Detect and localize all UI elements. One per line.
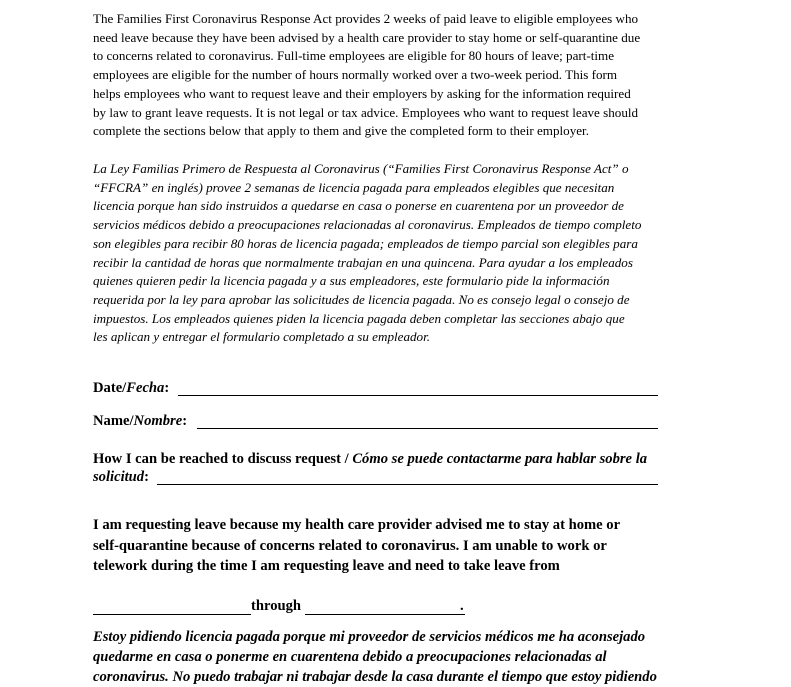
text-line: requerida por la ley para aprobar las solicitudes de licencia pagada. No es consejo legal o consejo de — [93, 291, 630, 307]
request-statement-english — [93, 515, 713, 577]
text-line: coronavirus. No puedo trabajar ni trabajar desde la casa durante el tiempo que estoy pidiendo — [93, 669, 657, 685]
period: . — [460, 598, 464, 614]
text-line: recibir la cantidad de horas que normalmente trabajan en una quincena. Para ayudar a los empleados — [93, 254, 633, 270]
name-blank-line[interactable] — [197, 428, 658, 429]
colon: : — [144, 469, 149, 485]
text-line: The Families First Coronavirus Response Act provides 2 weeks of paid leave to eligible employees who — [93, 11, 639, 26]
date-field-label — [93, 380, 169, 397]
text-line: need leave because they have been advised by a health care provider to stay home or self-quarantine due — [93, 29, 641, 45]
text-line: by law to grant leave requests. It is not legal or tax advice. Employees who want to request leave should — [93, 104, 639, 120]
text-line: helps employees who want to request leave and their employers by asking for the information required — [93, 85, 631, 101]
colon: : — [182, 413, 188, 429]
contact-label-en: How I can be reached to discuss request / — [93, 451, 353, 467]
text-line: son elegibles para recibir 80 horas de licencia pagada; empleados de tiempo parcial son elegibles para — [93, 235, 638, 251]
through-row — [93, 598, 464, 615]
contact-field-label-line2 — [93, 469, 149, 486]
contact-label-es: Cómo se puede contactarme para hablar sobre la — [352, 451, 648, 467]
contact-field-label — [93, 451, 647, 468]
intro-spanish-paragraph — [93, 160, 701, 347]
contact-blank-line[interactable] — [157, 484, 658, 485]
intro-english-paragraph — [93, 10, 701, 141]
text-line: telework during the time I am requesting leave and need to take leave from — [93, 558, 560, 574]
text-line: les aplican y entregar el formulario completado a su empleador. — [93, 329, 430, 345]
request-statement-spanish — [93, 627, 713, 687]
through-word: through — [251, 598, 302, 614]
text-line: licencia porque han sido instruidos a quedarse en casa o ponerse en cuarentena por un proveedor de — [93, 198, 624, 214]
text-line: impuestos. Los empleados quienes piden la licencia pagada deben completar las secciones abajo que — [93, 310, 625, 326]
text-line: quienes quieren pedir la licencia pagada y a sus empleadores, este formulario pide la información — [93, 273, 610, 289]
text-line: I am requesting leave because my health care provider advised me to stay at home or — [93, 517, 621, 533]
name-label-en: Name/ — [93, 413, 134, 429]
date-label-en: Date/ — [93, 380, 127, 396]
name-label-es: Nombre — [133, 413, 183, 429]
text-line: servicios médicos debido a preocupaciones relacionadas al coronavirus. Empleados de tiempo completo — [93, 217, 642, 233]
contact-label-es-line2: solicitud — [93, 469, 145, 485]
end-date-blank-line[interactable] — [305, 614, 465, 615]
text-line: to concerns related to coronavirus. Full-time employees are eligible for 80 hours of leave; part-time — [93, 48, 615, 64]
text-line: self-quarantine because of concerns related to coronavirus. I am unable to work or — [93, 537, 607, 554]
text-line: “FFCRA” en inglés) provee 2 semanas de licencia pagada para empleados elegibles que necesitan — [93, 179, 615, 195]
colon: : — [164, 380, 170, 396]
name-field-label — [93, 413, 187, 430]
date-blank-line[interactable] — [178, 395, 658, 396]
text-line: quedarme en casa o ponerme en cuarentena debido a preocupaciones relacionadas al — [93, 649, 607, 665]
text-line: La Ley Familias Primero de Respuesta al Coronavirus (“Families First Coronavirus Response Act” o — [93, 161, 629, 176]
date-label-es: Fecha — [126, 380, 165, 396]
text-line: employees are eligible for the number of hours normally worked over a two-week period. This form — [93, 67, 618, 83]
text-line: complete the sections below that apply to them and give the completed form to their employer. — [93, 123, 589, 139]
text-line: Estoy pidiendo licencia pagada porque mi proveedor de servicios médicos me ha aconsejado — [93, 629, 646, 645]
